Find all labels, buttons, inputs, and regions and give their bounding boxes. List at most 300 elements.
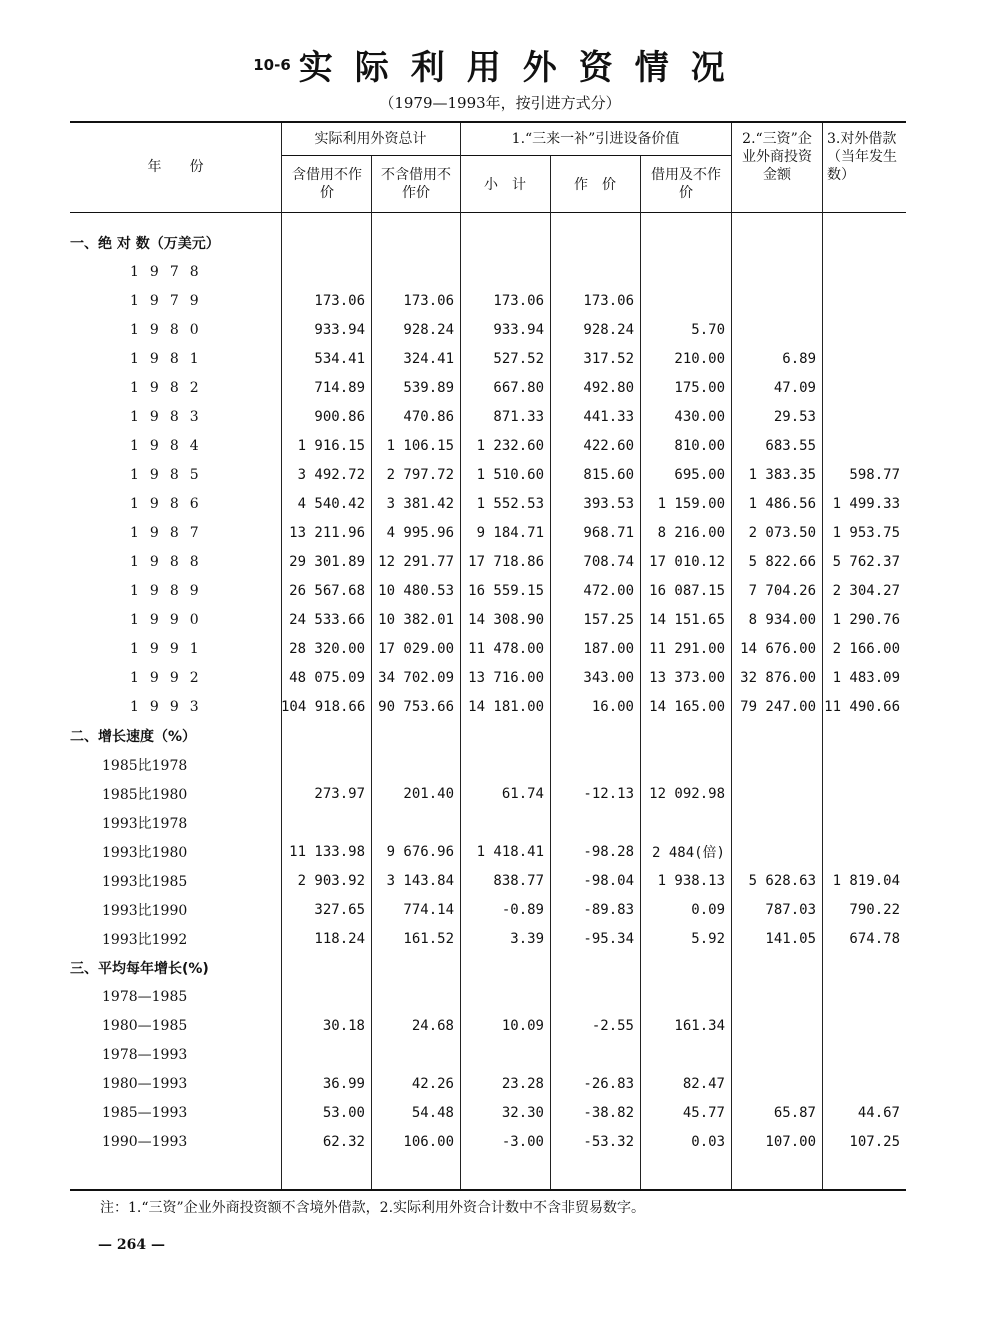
value-cell: 5 822.66 [748,553,816,570]
value-cell [822,402,906,431]
value-cell: 683.55 [765,437,816,454]
value-cell [550,982,640,1011]
value-cell [822,1040,906,1069]
value-cell: 36.99 [322,1075,365,1092]
value-cell: 695.00 [674,466,725,483]
value-cell: 539.89 [403,379,454,396]
value-cell: 1 418.41 [476,843,544,860]
value-cell [281,982,371,1011]
row-label: 1981 [130,350,210,367]
row-label: 1980—1985 [102,1017,188,1034]
value-cell: 422.60 [583,437,634,454]
table-row [70,460,906,489]
value-cell: 708.74 [583,553,634,570]
row-label: 1993 [130,698,210,715]
value-cell [822,286,906,315]
row-label: 1993比1980 [102,844,188,861]
empty-cell [731,953,822,982]
table-row [70,402,906,431]
table-row [70,605,906,634]
table-row [70,344,906,373]
value-cell: 928.24 [583,321,634,338]
value-cell [640,808,731,837]
value-cell: 32 876.00 [740,669,816,686]
value-cell: -89.83 [583,901,634,918]
value-cell: 933.94 [493,321,544,338]
value-cell: 175.00 [674,379,725,396]
value-cell: 10 480.53 [378,582,454,599]
value-cell: 1 552.53 [476,495,544,512]
value-cell: 13 716.00 [468,669,544,686]
value-cell: 14 676.00 [740,640,816,657]
value-cell: 23.28 [501,1075,544,1092]
table-row [70,982,906,1011]
value-cell: 17 010.12 [649,553,725,570]
value-cell: 667.80 [493,379,544,396]
value-cell: 17 029.00 [378,640,454,657]
value-cell [822,315,906,344]
value-cell [731,286,822,315]
value-cell [731,750,822,779]
value-cell [640,750,731,779]
row-label: 1993比1978 [102,815,188,832]
header-year: 年 份 [147,159,204,175]
value-cell: 1 916.15 [297,437,365,454]
value-cell: 2 903.92 [297,872,365,889]
table-row [70,576,906,605]
value-cell: -38.82 [583,1104,634,1121]
table-row [70,373,906,402]
row-label: 1985 [130,466,210,483]
value-cell: 45.77 [682,1104,725,1121]
value-cell: 430.00 [674,408,725,425]
value-cell: 1 819.04 [832,872,900,889]
row-label: 1986 [130,495,210,512]
value-cell [550,257,640,286]
value-cell: 2 073.50 [748,524,816,541]
value-cell: 210.00 [674,350,725,367]
value-cell: 11 490.66 [824,698,900,715]
empty-cell [640,953,731,982]
empty-cell [281,228,371,257]
value-cell: 3.39 [510,930,544,947]
table-row [70,315,906,344]
value-cell: 1 106.15 [386,437,454,454]
row-label: 1990 [130,611,210,628]
value-cell: 598.77 [849,466,900,483]
value-cell [371,750,460,779]
row-label: 1989 [130,582,210,599]
value-cell: 470.86 [403,408,454,425]
value-cell [822,982,906,1011]
empty-cell [281,953,371,982]
value-cell: 5 762.37 [832,553,900,570]
value-cell: 714.89 [314,379,365,396]
value-cell: 324.41 [403,350,454,367]
value-cell: 10 382.01 [378,611,454,628]
row-label: 1993比1992 [102,931,188,948]
value-cell: -12.13 [583,785,634,802]
value-cell [822,344,906,373]
table-subtitle: （1979—1993年，按引进方式分） [379,94,621,112]
value-cell: 534.41 [314,350,365,367]
empty-cell [731,721,822,750]
value-cell [371,808,460,837]
value-cell: 815.60 [583,466,634,483]
row-label: 1979 [130,292,210,309]
value-cell [731,1011,822,1040]
value-cell: 838.77 [493,872,544,889]
empty-cell [731,228,822,257]
table-row [70,547,906,576]
empty-cell [822,953,906,982]
value-cell [371,1040,460,1069]
row-label: 1993比1985 [102,873,188,890]
value-cell: 42.26 [411,1075,454,1092]
value-cell [822,779,906,808]
value-cell: 674.78 [849,930,900,947]
value-cell [731,808,822,837]
table-row [70,779,906,808]
empty-cell [281,721,371,750]
value-cell: 173.06 [493,292,544,309]
header-total-incl: 含借用不作价 [292,167,362,201]
value-cell [640,286,731,315]
table-row [70,750,906,779]
value-cell: 3 143.84 [386,872,454,889]
header-equip-priced: 作 价 [574,177,616,193]
value-cell: 107.00 [765,1133,816,1150]
value-cell: 12 291.77 [378,553,454,570]
table-row [70,431,906,460]
value-cell: 2 484(倍) [651,844,725,861]
value-cell: 17 718.86 [468,553,544,570]
table-body [70,228,906,1156]
value-cell: 3 381.42 [386,495,454,512]
value-cell [460,808,550,837]
value-cell: 13 211.96 [289,524,365,541]
row-label: 1985比1978 [102,757,188,774]
value-cell [822,837,906,866]
value-cell: 14 181.00 [468,698,544,715]
header-foreign: 2.“三资”企业外商投资金额 [742,131,812,183]
empty-cell [371,721,460,750]
table-row [70,518,906,547]
value-cell [731,1069,822,1098]
value-cell: 24 533.66 [289,611,365,628]
row-label: 1980—1993 [102,1075,188,1092]
value-cell: -98.04 [583,872,634,889]
value-cell: 14 151.65 [649,611,725,628]
empty-cell [371,228,460,257]
value-cell: 157.25 [583,611,634,628]
value-cell [731,779,822,808]
value-cell: 173.06 [583,292,634,309]
empty-cell [640,228,731,257]
value-cell [822,431,906,460]
value-cell: 8 934.00 [748,611,816,628]
value-cell: 118.24 [314,930,365,947]
value-cell: 317.52 [583,350,634,367]
table-row [70,837,906,866]
table-title: 实际利用外资情况 [298,48,747,88]
row-label: 1978—1985 [102,988,188,1005]
empty-cell [371,953,460,982]
value-cell: 1 159.00 [657,495,725,512]
empty-cell [460,228,550,257]
value-cell: 53.00 [322,1104,365,1121]
value-cell: 1 499.33 [832,495,900,512]
table-row [70,692,906,721]
value-cell: 44.67 [857,1104,900,1121]
value-cell: 32.30 [501,1104,544,1121]
value-cell: 7 704.26 [748,582,816,599]
value-cell: 104 918.66 [281,698,366,715]
value-cell: 54.48 [411,1104,454,1121]
value-cell: -3.00 [501,1133,544,1150]
value-cell [822,1011,906,1040]
value-cell: 161.34 [674,1017,725,1034]
value-cell: 201.40 [403,785,454,802]
value-cell: 30.18 [322,1017,365,1034]
value-cell: 1 483.09 [832,669,900,686]
value-cell: -98.28 [583,843,634,860]
value-cell: 48 075.09 [289,669,365,686]
value-cell [460,982,550,1011]
value-cell [640,982,731,1011]
table-row [70,895,906,924]
value-cell: 9 676.96 [386,843,454,860]
value-cell: 1 486.56 [748,495,816,512]
value-cell: 29 301.89 [289,553,365,570]
value-cell: 810.00 [674,437,725,454]
table-row [70,1127,906,1156]
value-cell: 161.52 [403,930,454,947]
value-cell: 1 938.13 [657,872,725,889]
value-cell: 1 290.76 [832,611,900,628]
row-label: 1983 [130,408,210,425]
table-row [70,1040,906,1069]
value-cell: 106.00 [403,1133,454,1150]
value-cell: 928.24 [403,321,454,338]
table-row [70,866,906,895]
value-cell: 141.05 [765,930,816,947]
value-cell [460,750,550,779]
empty-cell [550,721,640,750]
value-cell: 90 753.66 [378,698,454,715]
value-cell: 11 478.00 [468,640,544,657]
value-cell [371,982,460,1011]
table-row [70,1011,906,1040]
value-cell [822,1069,906,1098]
value-cell: 1 953.75 [832,524,900,541]
header-equip: 1.“三来一补”引进设备价值 [511,131,680,147]
value-cell: 0.03 [691,1133,725,1150]
empty-cell [822,721,906,750]
value-cell: 5.70 [691,321,725,338]
row-label: 1988 [130,553,210,570]
table-number: 10-6 [253,55,291,74]
value-cell: 187.00 [583,640,634,657]
value-cell [281,808,371,837]
value-cell: 273.97 [314,785,365,802]
value-cell: 26 567.68 [289,582,365,599]
value-cell: 1 383.35 [748,466,816,483]
data-table [70,228,906,1156]
header-bottom-rule [70,212,906,213]
value-cell: 790.22 [849,901,900,918]
empty-cell [822,228,906,257]
header-mid-rule [281,155,731,156]
value-cell: 1 510.60 [476,466,544,483]
value-cell: 82.47 [682,1075,725,1092]
row-label: 1982 [130,379,210,396]
value-cell: 10.09 [501,1017,544,1034]
header-total: 实际利用外资总计 [314,131,427,147]
table-row [70,286,906,315]
value-cell: 1 232.60 [476,437,544,454]
table-row [70,663,906,692]
empty-cell [550,228,640,257]
value-cell: 472.00 [583,582,634,599]
value-cell: 13 373.00 [649,669,725,686]
value-cell: 173.06 [314,292,365,309]
empty-cell [460,721,550,750]
value-cell: 12 092.98 [649,785,725,802]
value-cell: 441.33 [583,408,634,425]
value-cell: 968.71 [583,524,634,541]
header-loans: 3.对外借款（当年发生数） [827,131,897,183]
value-cell: 16 559.15 [468,582,544,599]
value-cell: 107.25 [849,1133,900,1150]
row-label: 1978—1993 [102,1046,188,1063]
empty-cell [460,953,550,982]
value-cell: 4 995.96 [386,524,454,541]
section-header-row [70,953,906,982]
value-cell [640,257,731,286]
value-cell: -95.34 [583,930,634,947]
value-cell: 6.89 [782,350,816,367]
value-cell: 14 165.00 [649,698,725,715]
value-cell: 787.03 [765,901,816,918]
value-cell: 173.06 [403,292,454,309]
footnote: 注：1.“三资”企业外商投资额不含境外借款，2.实际利用外资合计数中不含非贸易数字。 [100,1200,646,1216]
value-cell: 61.74 [501,785,544,802]
row-label: 1990—1993 [102,1133,188,1150]
header-equip-borrow: 借用及不作价 [651,167,721,201]
table-row [70,924,906,953]
header-equip-sub: 小 计 [484,177,526,193]
row-label: 1985—1993 [102,1104,188,1121]
value-cell [731,982,822,1011]
value-cell [731,1040,822,1069]
value-cell [550,1040,640,1069]
table-row [70,1069,906,1098]
page-title [0,40,1000,89]
section-title: 三、平均每年增长(%) [70,960,209,977]
value-cell: 79 247.00 [740,698,816,715]
value-cell: 933.94 [314,321,365,338]
value-cell: 8 216.00 [657,524,725,541]
value-cell: 2 166.00 [832,640,900,657]
value-cell: 343.00 [583,669,634,686]
value-cell: 28 320.00 [289,640,365,657]
section-title: 一、绝 对 数（万美元） [70,235,220,252]
value-cell: 47.09 [773,379,816,396]
row-label: 1978 [130,263,210,280]
value-cell [731,837,822,866]
value-cell [281,750,371,779]
value-cell: 2 797.72 [386,466,454,483]
empty-cell [640,721,731,750]
value-cell: 34 702.09 [378,669,454,686]
value-cell [822,750,906,779]
value-cell: 2 304.27 [832,582,900,599]
value-cell: 5.92 [691,930,725,947]
table-row [70,634,906,663]
value-cell: 11 133.98 [289,843,365,860]
value-cell [640,1040,731,1069]
header-total-excl: 不含借用不作价 [381,167,451,201]
row-label: 1992 [130,669,210,686]
value-cell: -26.83 [583,1075,634,1092]
value-cell [281,257,371,286]
row-label: 1987 [130,524,210,541]
value-cell: 393.53 [583,495,634,512]
top-rule [70,121,906,123]
value-cell: 0.09 [691,901,725,918]
value-cell: 871.33 [493,408,544,425]
row-label: 1993比1990 [102,902,188,919]
value-cell [550,750,640,779]
value-cell: 29.53 [773,408,816,425]
value-cell: 14 308.90 [468,611,544,628]
section-header-row [70,228,906,257]
value-cell: 527.52 [493,350,544,367]
value-cell: 9 184.71 [476,524,544,541]
value-cell [822,373,906,402]
value-cell: 11 291.00 [649,640,725,657]
value-cell [731,315,822,344]
table-row [70,489,906,518]
value-cell: 16.00 [591,698,634,715]
value-cell: 4 540.42 [297,495,365,512]
value-cell: 65.87 [773,1104,816,1121]
table-row [70,808,906,837]
value-cell: 492.80 [583,379,634,396]
value-cell [460,1040,550,1069]
value-cell [281,1040,371,1069]
value-cell [731,257,822,286]
bottom-rule [70,1189,906,1191]
value-cell: 327.65 [314,901,365,918]
value-cell [822,257,906,286]
table-row [70,1098,906,1127]
row-label: 1984 [130,437,210,454]
page-number: — 264 — [98,1237,165,1253]
value-cell: -53.32 [583,1133,634,1150]
value-cell: 3 492.72 [297,466,365,483]
empty-cell [550,953,640,982]
section-header-row [70,721,906,750]
value-cell [550,808,640,837]
value-cell: 24.68 [411,1017,454,1034]
value-cell [460,257,550,286]
value-cell: 5 628.63 [748,872,816,889]
row-label: 1980 [130,321,210,338]
value-cell [822,808,906,837]
value-cell: -0.89 [501,901,544,918]
